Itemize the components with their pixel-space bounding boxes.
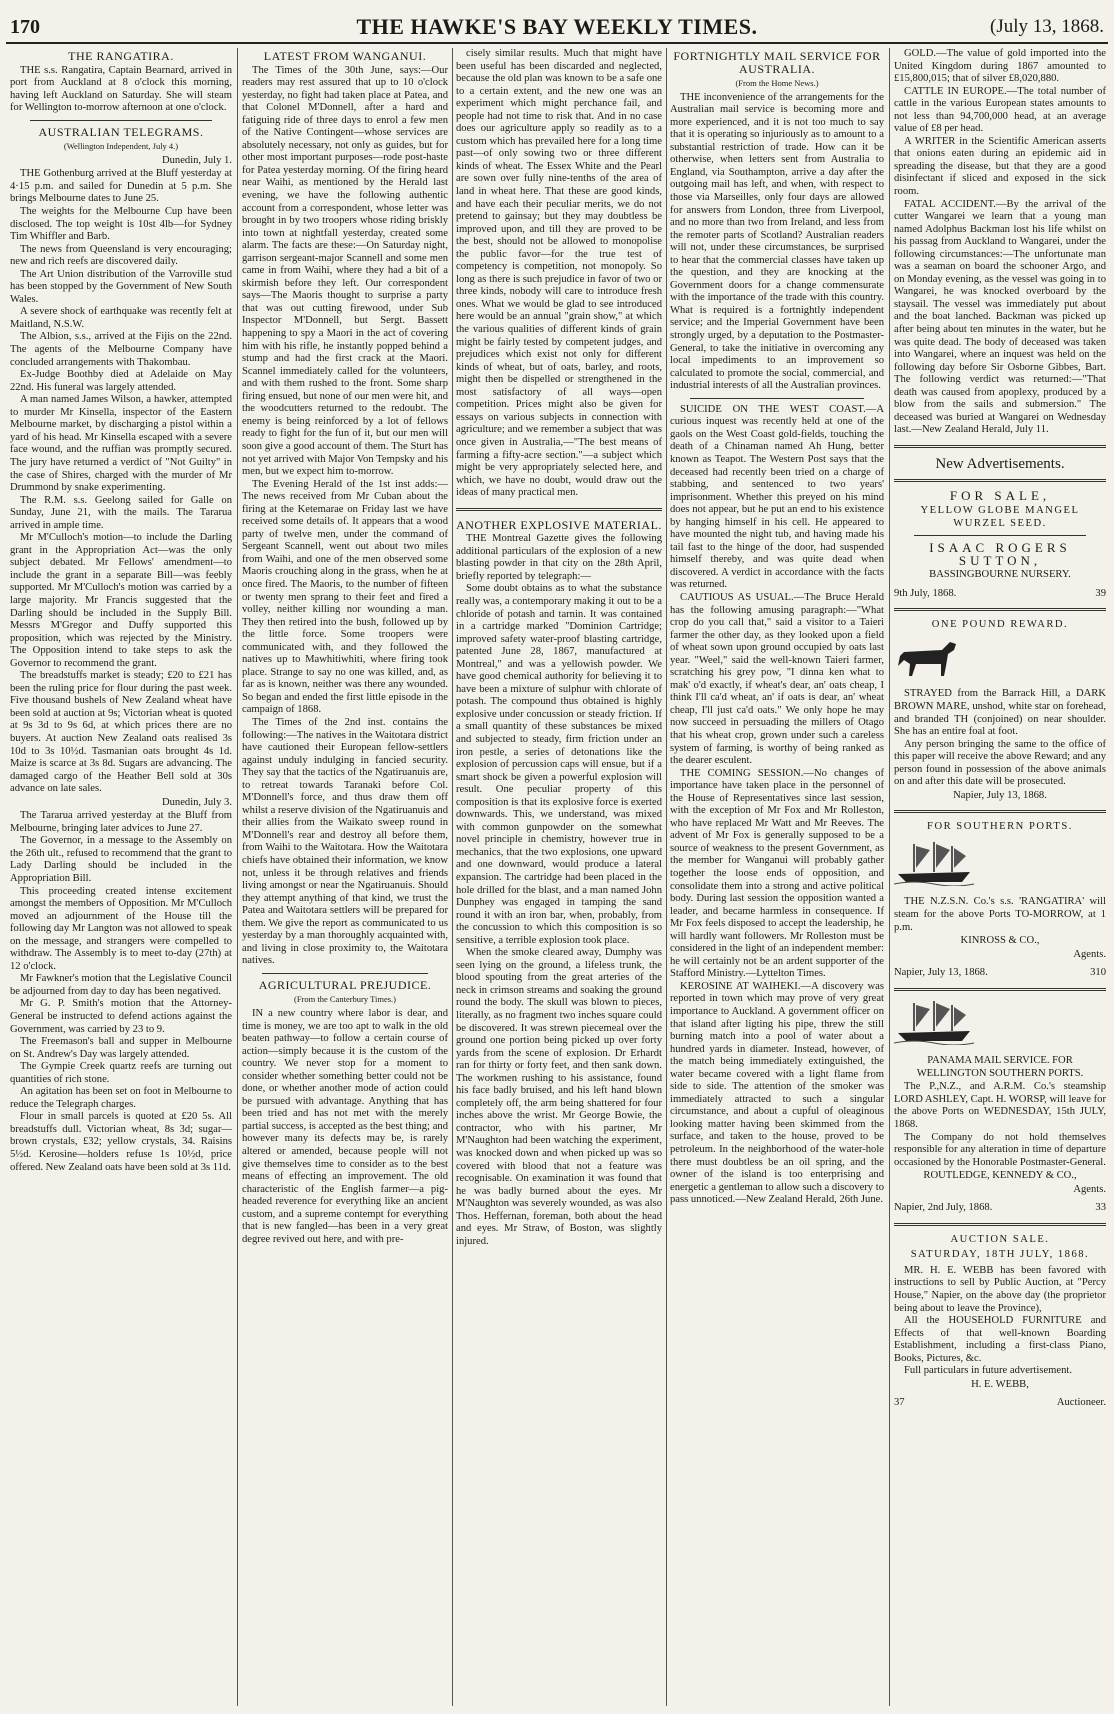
paragraph: THE N.Z.S.N. Co.'s s.s. 'RANGATIRA' will steam for the above Ports TO-MORROW, at 1 p.m. [894,896,1106,933]
ad-number: 33 [1095,1202,1106,1214]
paragraph: The Tararua arrived yesterday at the Bluff from Melbourne, bringing later advices to June 27. [10,810,232,834]
paragraph: MR. H. E. WEBB has been favored with instructions to sell by Public Auction, at "Percy House," Napier, on the above day (the proprietor being about to leave the Province), [894,1264,1106,1314]
centered-line: Napier, July 13, 1868. [953,789,1047,801]
paragraph: KEROSINE AT WAIHEKI.—A discovery was reported in town which may prove of very great importance to Auckland. A government officer on that island after ligting his pipe, threw the still burning match into a pool of water about a hundred yards in diameter. Instead, however, of the match being immediately extinguished, the water became covered with a light flame from side to side. The attention of the smoker was immediately attracted to such a singular circumstance, and about a cupful of oleaginous looking matter having been skimmed from the surface, and taken to the house, proved to be petroleum. In the neighborhood of the water-hole there must doubtless be an oil spring, and the owner of the island is too enterprising and energetic a gentleman to allow such a discovery to pass unnoticed.—New Zealand Herald, 26th June. [670,980,884,1206]
ad-heading: AUCTION SALE. [950,1233,1050,1245]
dateline: Agents. [1073,948,1106,960]
centered-line: BASSINGBOURNE NURSERY. [929,569,1071,581]
paragraph: All the HOUSEHOLD FURNITURE and Effects of that well-known Boarding Establishment, including a first-class Piano, Books, Pictures, &c. [894,1315,1106,1364]
ad-number: 39 [1095,587,1106,599]
paragraph: This proceeding created intense excitement amongst the members of Opposition. Mr M'Culloch moved an adjournment of the House till the following day Mr Langton was not allowed to speak on the message, and strangers were compelled to withdraw. The Assembly is to meet to-day (27th) at 12 o'clock. [10,885,232,972]
paragraph: The weights for the Melbourne Cup have been disclosed. The top weight is 10st 4lb—for Sydney Tim Whiffler and Barb. [10,206,232,243]
paragraph: The Gympie Creek quartz reefs are turning out quantities of rich stone. [10,1061,232,1085]
article-source: (Wellington Independent, July 4.) [63,141,179,152]
divider [30,120,212,121]
ad-date: 9th July, 1868. [894,587,957,599]
ad-heading: SATURDAY, 18TH JULY, 1868. [910,1249,1090,1261]
dateline: Agents. [1073,1183,1106,1195]
ad-footer [894,1202,1106,1215]
paragraph: When the smoke cleared away, Dumphy was seen lying on the ground, a lifeless trunk, the blood spouting from the great arteries of the neck in crimson streams and soaking the ground round the body. The skull was blown to pieces, literally, as no fragment two inches square could be discovered. It was strewn piecemeal over the ground one portion being picked up over forty yards from the scene of explosion. Dr Erhardt ran for thirty or forty feet, and then sank down. The workmen rushing to his assistance, found his face badly bruised, and his left hand blown completely off, the arm being shattered for four inches above the wrist. Mr George Bowie, the contractor, who with his partner, Mr M'Naughton had been watching the experiment, was knocked down and when picked up was so covered with blood that not a feature was recognisable. On examination it was found that he was badly burned about the eyes. Mr M'Naughton was severely wounded, as was also Thos. Heffernan, foreman, both about the head and eyes. Mr Straw, of Boston, was slightly injured. [456,947,662,1247]
paragraph: cisely similar results. Much that might have been useful has been discarded and neglected, because the old plan was known to be a safe one to a certain extent, and the new one was an experiment which might perchance fail, and people had not time to risk that. And in no case does our agriculture apply so readily as to a custom which has prevailed here for a long time past—of only sowing two or three different kinds of wheat. The Essex White and the Pearl are sown over fully nine-tenths of the area of land in wheat here. That these are good kinds, and have each their peculiar merits, we do not pretend to gainsay; but they may doubtless be improved upon, and till they are proved to be the best, should not be allowed to monopolise the public favor—for the true test of competency is competition, not monopoly. So long as there is such prejudice in favor of two or three kinds, nobody will care to introduce fresh ones. What we would be glad to see introduced here would be an annual "grain show," at which the various qualities of different kinds of grain might be fairly tested by competent judges, and prejudices which exist not only for different kinds of wheat, but of oats, barley, and roots, might then be dispelled or strengthened in the most satisfactory of all ways—open competition. Prices might also be given for essays on various subjects in connection with agriculture; and we remember a subject that was once given in Australia,—"The best means of farming a fifty-acre section."—a subject which might be very appropriately selected here, and which, we have no doubt, would draw out the ideas of many practical men. [456,48,662,499]
paragraph: CAUTIOUS AS USUAL.—The Bruce Herald has the following amusing paragraph:—"What crop do you call that," said a visitor to a Taieri farmer the other day, as they looked upon a field of wheat sown upon ground occupied by oats last year. "Weel," said the well-known Taieri farmer, scratching his grey pow, "I dinna ken what to mak' o'd exactly, if wheat's dear, an' oats cheap, I think I'll ca'd wheat, an' if oats is dear, an' wheat cheap, I'll just ca'd oats." We only hope he may now succeed in persuading the millers of Otago that his wheat crop, grown under such a careless system of farming, is worthy of being ranked as the dearer esculent. [670,591,884,767]
centered-line: PANAMA MAIL SERVICE. FOR WELLINGTON SOUTHERN PORTS. [916,1055,1084,1079]
steamship-illustration-icon [894,840,1106,891]
column-4 [670,48,884,1207]
divider [456,508,662,511]
dateline: Dunedin, July 3. [161,796,232,808]
paragraph: THE s.s. Rangatira, Captain Bearnard, arrived in port from Auckland at 8 o'clock this morning, having left Auckland on Saturday. She will steam for Wellington to-morrow afternoon at one o'clock. [10,64,232,114]
paragraph: The Times of the 2nd inst. contains the following:—The natives in the Waitotara district have cautioned their European fellow-settlers against unduly indulging in fancied security. They say that the tactics of the Ngatiruanuis are, to retreat towards Taranaki before Col. M'Donnell's force, and thus draw them off whilst a reserve division of the Ngatiruanuis and their allies from the Waikato sweep round in M'Donnell's rear and destroy all before them, from Waihi to the Waitotara. How the Waitotara chiefs have obtained their information, we know not, unless it be through relatives and friends living amongst or near the Ngatiruanuis. Should they attempt anything of that kind, we trust the Patea and Waitotara settlers will be prepared for them. We give the report as communicated to us yesterday by a man thoroughly acquainted with, and living in close proximity to, the Waitotara natives. [242,716,448,967]
paragraph: Mr M'Culloch's motion—to include the Darling grant in the Appropriation Act—was the only subject debated. Mr Fellows' amendment—to include the grant in a separate Bill—was feebly supported. Mr M'Culloch's motion was carried by a large majority. Mr Francis suggested that the Darling should be included in the Supply Bill. Messrs M'Gregor and Duffy supported this proposition, which was rejected by the Ministry. The Opposition intend to take steps to ask the Governor to recommend the grant. [10,532,232,669]
paragraph: A severe shock of earthquake was recently felt at Maitland, N.S.W. [10,306,232,330]
paragraph: The breadstuffs market is steady; £20 to £21 has been the ruling price for flour during the past week. Five thousand bushels of New Zealand wheat have been sold at auction at 9s; Victorian wheat is quoted at 9s 3d to 9s 6d, at which prices there are no buyers. At auction New Zealand oats realised 3s 10d to 3s 10½d. Tasmanian oats brought 4s 1d. Maize is scarce at 3s 8d. Sugars are advancing. The damaged cargo of the Heather Bell sold at 30s advance on late sales. [10,670,232,795]
ad-heading: FOR SOUTHERN PORTS. [927,821,1073,833]
ad-footer [894,588,1106,601]
divider [894,479,1106,482]
article-heading: THE RANGATIRA. [68,49,174,63]
column-2 [242,48,448,1246]
paragraph: STRAYED from the Barrack Hill, a DARK BROWN MARE, unshod, white star on forehead, and branded TH (conjoined) on near shoulder. She has an entire foal at foot. [894,688,1106,738]
horse-illustration-icon [894,638,1106,683]
paragraph: Some doubt obtains as to what the substance really was, a contemporary making it out to be a chloride of potash and tarnin. It was contained in a cartridge marked "Dominion Cartridge; improved safety water-proof blasting cartridge, patented June 28, 1867, manufactured at Montreal," and was a yellowish powder. We have good chemical authority for believing it to have been a mixture of sulphur with chlorate of potash. The compound thus obtained is highly explosive under concussion or steady friction. If a small quantity of these substances be mixed and subjected to steady, firm friction under an iron pestle, a series of detonations like the explosion of percussion caps will ensue, but if a smart shock be given a powerful explosion will result. One peculiar property of this composition is that its explosive force is exerted downwards. This, we understand, was mixed with common gunpowder on the somewhat novel principle in chemistry, however true in mechanics, that the two explosions, one upward and one downward, would produce a lateral expansion. The cartridge had been placed in the hole drilled for the blast, and a man named John Dunphey was engaged in tamping the sand round it with an iron bar, when, probably, from the concussion to which this composition is so sensitive, a terrible explosion took place. [456,583,662,946]
section-heading: New Advertisements. [935,455,1065,472]
divider [262,973,428,974]
ad-number: 310 [1090,967,1106,979]
article-source: (From the Canterbury Times.) [294,994,396,1005]
masthead [6,12,1108,44]
divider [894,988,1106,991]
ad-date: Napier, July 13, 1868. [894,967,988,979]
paragraph: IN a new country where labor is dear, and time is money, we are too apt to walk in the old beaten pathway—to follow a certain course of action—simply because it is the custom of the country. We never stop for a moment to consider whether something better could not be done, or whether another mode of action could be pursued with advantage. Anything that has been tried and has not met with the merely partial success, is accepted as the best thing; and however many its defects may be, is rarely altered or amended, because people will not give themselves time to consider as to the best means of effecting an improvement. The old characteristic of the English farmer—a pig-headed reverence for everything like an ancient custom, and a supreme contempt for everything that is new fangled—has been in a very great degree revived out here, and with pre- [242,1008,448,1245]
issue-date: (July 13, 1868. [990,16,1104,37]
paragraph: GOLD.—The value of gold imported into the United Kingdom during 1867 amounted to £15,800,015; that of silver £8,020,880. [894,48,1106,85]
ad-date: Napier, 2nd July, 1868. [894,1202,993,1214]
paragraph: A WRITER in the Scientific American asserts that onions eaten during an epidemic aid in spreading the disease, but that they are a good disinfectant if sliced and exposed in the sick room. [894,135,1106,198]
page-number: 170 [10,16,40,38]
paragraph: Mr G. P. Smith's motion that the Attorney-General be instructed to defend actions against the Government, was carried by 23 to 9. [10,998,232,1035]
column-3 [456,48,662,1248]
article-heading: AGRICULTURAL PREJUDICE. [258,977,432,992]
paragraph: The P.,N.Z., and A.R.M. Co.'s steamship LORD ASHLEY, Capt. H. WORSP, will leave for the above Ports on WEDNESDAY, 15th JULY, 1868. [894,1081,1106,1130]
article-heading: AUSTRALIAN TELEGRAMS. [38,124,204,139]
paragraph: Ex-Judge Boothby died at Adelaide on May 22nd. His funeral was largely attended. [10,369,232,393]
ad-heading: YELLOW GLOBE MANGEL WURZEL SEED. [920,505,1080,529]
paragraph: The R.M. s.s. Geelong sailed for Galle on Sunday, June 21, with the mails. The Tararua arrived in ample time. [10,494,232,531]
column-divider [452,48,453,1706]
divider [894,1223,1106,1226]
paragraph: The Company do not hold themselves responsible for any alteration in time of departure occasioned by the Honorable Postmaster-General. [894,1131,1106,1168]
paragraph: Any person bringing the same to the office of this paper will receive the above Reward; and any person found in possession of the above animals on and after this date will be prosecuted. [894,738,1106,788]
paragraph: The Freemason's ball and supper in Melbourne on St. Andrew's Day was largely attended. [10,1036,232,1060]
paragraph: The Art Union distribution of the Varroville stud has been stopped by the Government of New South Wales. [10,268,232,305]
paragraph: THE inconvenience of the arrangements for the Australian mail service is becoming more and more experienced, and it is not too much to say that it is operating so injuriously as to amount to a substantial restriction of trade. How can it be otherwise, when letters sent from Australia to England, via Southampton, arrive a day after the outgoing mail has left, and when, with respect to those via Marseilles, only four days are allowed for answers from London, three from Liverpool, and no more than two from Ireland, and less from the remoter parts of Scotland? Australian readers will not, under these circumstances, be surprised to hear that the commercial classes have taken up the question, and they are knocking at the Government doors for a change commensurate with the importance of the trade with this country. What is required is a fortnightly independent service; and the Imperial Government have been strongly urged, by a deputation to the Postmaster-General, to take the initiative in overcoming any local impediments to an improvement so calculated to promote the social, commercial, and industrial interests of all the Australian provinces. [670,91,884,392]
paragraph: Full particulars in future advertisement. [904,1365,1072,1377]
column-divider [237,48,238,1706]
paragraph: THE Montreal Gazette gives the following additional particulars of the explosion of a new blasting powder in that city on the 28th April, briefly reported by telegraph:— [456,533,662,582]
ad-number: Auctioneer. [1056,1397,1106,1409]
paragraph: The news from Queensland is very encouraging; new and rich reefs are discovered daily. [10,243,232,268]
ad-heading: FOR SALE, [949,487,1051,503]
dateline: Dunedin, July 1. [161,154,232,166]
column-divider [666,48,667,1706]
paragraph: SUICIDE ON THE WEST COAST.—A curious inquest was recently held at one of the gaols on the West Coast gold-fields, touching the death of a Chinaman named Ah Hung, better known as Teapot. The Western Post says that the deceased had recently been tried on a charge of stabbing, and sentenced to two years' imprisonment. Whether this preyed on his mind does not appear, but he put an end to his existence by hanging himself in his cell. He appeared to have mounted the night tub, and having made his tail fast to the hinge of the door, had suspended himself thereby, and was quite dead when discovered. A verdict in accordance with the facts was returned. [670,403,884,591]
divider [690,398,864,399]
paragraph: Mr Fawkner's motion that the Legislative Council be adjourned from day to day has been negatived. [10,973,232,997]
paragraph: The Governor, in a message to the Assembly on the 26th ult., refused to recommend that the grant to Lady Darling should be included in the Appropriation Bill. [10,835,232,884]
article-heading: LATEST FROM WANGANUI. [263,49,427,63]
divider [894,608,1106,611]
article-source: (From the Home News.) [735,78,819,89]
article-heading: FORTNIGHTLY MAIL SERVICE FOR AUSTRALIA. [673,49,881,76]
centered-line: KINROSS & CO., [960,935,1040,947]
ad-footer [894,967,1106,980]
divider [914,535,1086,536]
paragraph: THE Gothenburg arrived at the Bluff yesterday at 4·15 p.m. and sailed for Dunedin at 5 p.m. She brings Melbourne dates to June 25. [10,168,232,205]
column-divider [889,48,890,1706]
newspaper-title: THE HAWKE'S BAY WEEKLY TIMES. [356,14,758,39]
paragraph: A man named James Wilson, a hawker, attempted to murder Mr Kinsella, inspector of the Eastern Melbourne market, by discharging a pistol within a yard of his head. Mr Kinsella escaped with a severe face wound, and the ruffian was promptly secured. The jury have returned a verdict of "Not Guilty" in the case of Shires, charged with the murder of Mr Drummond by snake experimenting. [10,394,232,494]
paragraph: The Evening Herald of the 1st inst adds:—The news received from Mr Cuban about the firing at the Ketemarae on Friday last we have received some details of. It appears that a wood party of twelve men, under the command of Sergeant Scannell, went out about two miles from Waihi, and one of the men observed some Maoris crouching along in the grass, when he at once fired. The Maoris, to the number of fifteen or twenty men sprang to their feet and fired a volley, neither killing nor wounding a man. They then retired into the bush, followed up by the little force. Some troopers were communicated with, and they followed the natives up to Mawhitiwhiti, where firing took place. Strange to say no one was killed, and, as far as is known, neither was there any wounded. So began and ended the first little episode in the campaign of 1868. [242,478,448,716]
ad-heading: ISAAC ROGERS SUTTON, [929,540,1071,568]
paragraph: An agitation has been set on foot in Melbourne to reduce the Telegraph charges. [10,1086,232,1110]
paragraph: FATAL ACCIDENT.—By the arrival of the cutter Wangarei we learn that a young man named Adolphus Backman lost his life whilst on his passag from Auckland to Wangarei, under the following circumstances:—The unfortunate man was a seaman on board the schooner Argo, and on Monday evening, as the vessel was going in to Wangarei, he was knocked overboard by the staysail. The vessel was immediately put about and the boat lanched. Backman was picked up after being about ten minutes in the water, but he was quite dead. The body of deceased was taken into Wangarei, where an inquest was held on the following day before Sir Osborne Gibbes, Bart. The following verdict was returned:—"That death was caused from apoplexy, produced by a blow from the sails and submersion." The deceased was buried at Wangarei on Wednesday last.—New Zealand Herald, July 11. [894,198,1106,436]
ad-footer [894,1397,1106,1410]
paragraph: CATTLE IN EUROPE.—The total number of cattle in the various European states amounts to not less than 94,700,000 head, at an average value of £8 per head. [894,85,1106,135]
steamship-illustration-icon [894,999,1106,1050]
ad-heading: ONE POUND REWARD. [931,619,1069,631]
paragraph: Flour in small parcels is quoted at £20 5s. All breadstuffs dull. Victorian wheat, 8s 3d; sugar—brown crystals, £32; yellow crystals, 34. Raisins 5½d. Kerosine—holders refuse 1s 10½d, price offered. New Zealand oats have been sold at 3s 11d. [10,1111,232,1173]
paragraph: THE COMING SESSION.—No changes of importance have taken place in the personnel of the House of Representatives since last session, with the exception of Mr Fox and Mr Rolleston, who have replaced Mr Watt and Mr Reeves. The advent of Mr Fox is generally supposed to be a source of weakness to the present Government, as the member for Wanganui will probably gather together the loose ends of opposition, and consolidate them into a strong and active political body. During last session the opposition wanted a leader, and became harmless in consequence. If Mr Fox feels disposed to accept the leadership, he will hardly want followers. Mr Rolleston must be considered in the light of an independent member: he will certainly not be an ardent supporter of the Stafford Ministry.—Lyttelton Times. [670,767,884,980]
centered-line: ROUTLEDGE, KENNEDY & CO., [923,1170,1077,1182]
ad-date: 37 [894,1397,905,1409]
divider [894,810,1106,813]
column-1 [10,48,232,1174]
centered-line: H. E. WEBB, [971,1378,1029,1390]
paragraph: The Albion, s.s., arrived at the Fijis on the 22nd. The agents of the Melbourne Company have concluded arrangements with Thakombau. [10,331,232,368]
divider [894,445,1106,448]
column-5 [894,48,1106,1416]
article-heading: ANOTHER EXPLOSIVE MATERIAL. [456,517,662,532]
paragraph: The Times of the 30th June, says:—Our readers may rest assured that up to 10 o'clock yesterday, no fight had taken place at Patea, and that Colonel M'Donnell, after a hard and fatiguing ride of three days to enrol a few men of the Native Contingent—whose services are absolutely necessary, not only as guides, but for other most important purposes—rode post-haste for Patea yesterday morning. Of the firing heard near Waihi, as mentioned by the Herald last evening, we have the following authentic account from a correspondent, whose letter was brought in by two troopers whose riding briskly into town at nightfall yesterday, created some alarm. The facts are these:—On Saturday night, garrison sergeant-major Scannell and some men came in from Waihi, where they had a bit of a skirmish before they left. Our correspondent says—The Maoris thought to surprise a party that was out cutting firewood, under Sub Inspector M'Donnell, but Sergt. Bassett happening to spy a Maori in the act of covering him with his rifle, he instantly popped behind a stump and had the first crack at the Maori. Scannel immediately called for the volunteers, and with them rushed to the front. Some sharp firing ensued, but none of our men were hit, and the woodcutters returned to the redoubt. The enemy is being reinforced by a lot of fellows ready to fight for the fun of it, but our men will soon give a good account of them. The Sturt has not yet arrived with Major Von Tempsky and his men, but we expect him to-morrow. [242,64,448,478]
